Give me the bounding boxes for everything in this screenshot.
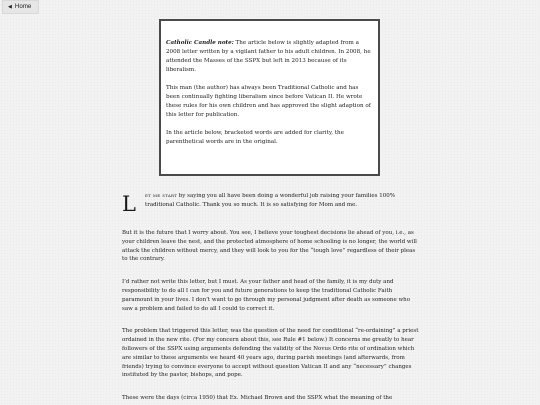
home-button[interactable]: [2, 0, 39, 14]
note-paragraph-1: [166, 39, 373, 75]
article-paragraph-3: I’d rather not write this letter, but I must. As your father and head of the family, it is my duty and responsibility to do all I can for you and future generations to keep the traditional Catholic Faith paramount in your lives. I don’t want to go through my personal judgment after death as someone who saw a problem and failed to do all I could to correct it.: [122, 279, 411, 312]
article-paragraph-5: These were the days (circa 1950) that Ex. Michael Brown and the SSPX what the meaning of the: [122, 395, 393, 402]
note-paragraph-1-text: The article below is slightly adapted from a 2008 letter written by a vigilant father to his adult children. In 2008, he attended the Masses of the SSPX but left in 2013 because of its liberalism.: [166, 40, 371, 73]
note-paragraph-3: In the article below, bracketed words are added for clarity, the parenthetical words are in the original.: [166, 130, 344, 145]
article-paragraph-1-text: [145, 192, 420, 210]
drop-cap: L: [122, 192, 136, 216]
editor-note-box: [159, 19, 380, 176]
note-lead: Catholic Candle note:: [166, 40, 234, 46]
article-paragraph-1: [122, 192, 420, 215]
opening-small-caps: et me start: [145, 193, 177, 199]
note-paragraph-2: This man (the author) has always been Traditional Catholic and has been continually fighting liberalism since before Vatican II. He wrote these rules for his own children and has approved the slight adaption of this letter for publication.: [166, 85, 371, 118]
left-arrow-icon: ◀: [8, 4, 12, 10]
home-button-label: Home: [14, 3, 32, 10]
article-paragraph-1-rest: by saying you all have been doing a wonderful job raising your families 100% traditional Catholic. Thank you so much. It is so satisfying for Mom and me.: [145, 193, 395, 208]
article-paragraph-2: But it is the future that I worry about. You see, I believe your toughest decisions lie ahead of you, i.e., as your children leave the nest, and the protected atmosphere of home schooling is no longer, the world will attack the children without mercy, and they will look to you for the “tough love” regardless of their pleas to the contrary.: [122, 230, 417, 263]
article-body: [122, 192, 420, 405]
article-paragraph-4: The problem that triggered this letter, was the question of the need for conditional “re-ordaining” a priest ordained in the new rite. (For my concern about this, see Rule #1 below.) It concerns me greatly to hear followers of the SSPX using arguments defending the validity of the Novus Ordo rite of ordination which are similar to these arguments we heard 40 years ago, during parish meetings (and afterwards, from friends) trying to convince everyone to accept without question Vatican II and any “necessary” changes instituted by the pastor, bishops, and pope.: [122, 328, 419, 379]
